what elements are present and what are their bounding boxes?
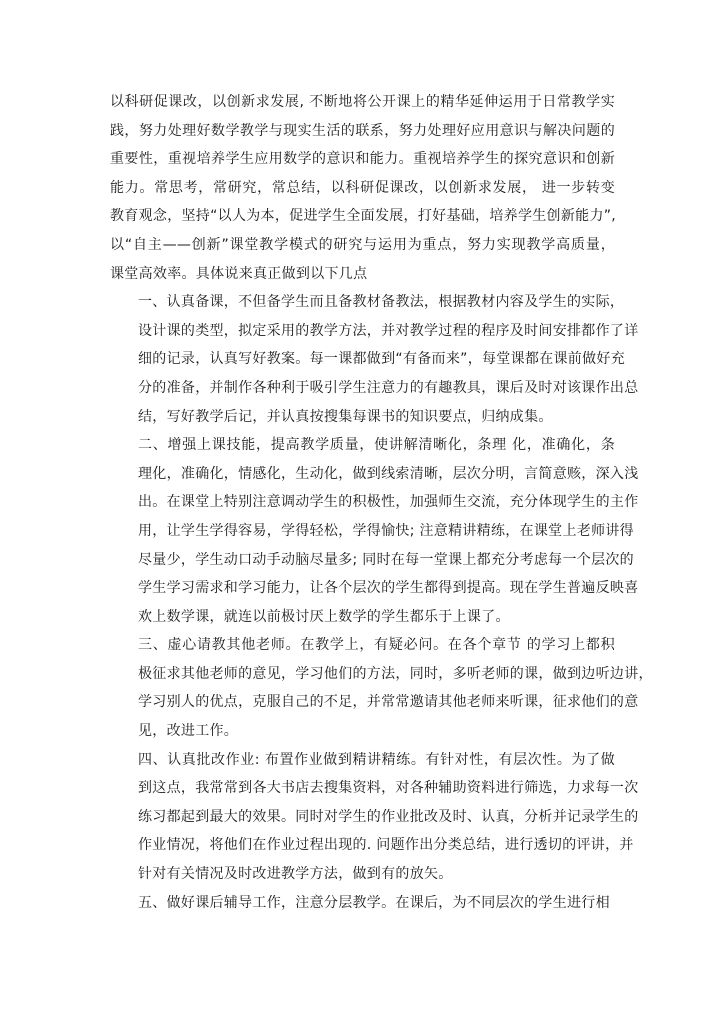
text-line: 作业情况，将他们在作业过程出现的. 问题作出分类总结，进行透切的评讲，并 xyxy=(138,837,634,854)
text-line: 教育观念，坚持“以人为本，促进学生全面发展，打好基础，培养学生创新能力”, xyxy=(110,208,617,225)
text-line: 能力。常思考，常研究，常总结，以科研促课改，以创新求发展， 进一步转变 xyxy=(110,179,615,196)
text-line: 践，努力处理好数学教学与现实生活的联系，努力处理好应用意识与解决问题的 xyxy=(110,122,615,139)
text-line: 五、做好课后辅导工作，注意分层教学。在课后，为不同层次的学生进行相 xyxy=(138,894,610,911)
paragraph xyxy=(110,431,639,631)
text-line: 用，让学生学得容易，学得轻松，学得愉快; 注意精讲精练，在课堂上老师讲得 xyxy=(138,522,634,539)
text-line: 课堂高效率。具体说来真正做到以下几点 xyxy=(110,265,368,282)
text-line: 理化，准确化，情感化，生动化，做到线索清晰，层次分明，言简意赅，深入浅 xyxy=(138,465,639,482)
text-line: 尽量少，学生动口动手动脑尽量多; 同时在每一堂课上都充分考虑每一个层次的 xyxy=(138,551,634,568)
text-line: 以“自主——创新”课堂教学模式的研究与运用为重点，努力实现教学高质量， xyxy=(110,236,615,253)
text-line: 出。在课堂上特别注意调动学生的积极性，加强师生交流，充分体现学生的主作 xyxy=(138,494,639,511)
text-line: 到这点，我常常到各大书店去搜集资料，对各种辅助资料进行筛选，力求每一次 xyxy=(138,780,639,797)
paragraph xyxy=(110,631,653,745)
text-line: 一、认真备课，不但备学生而且备教材备教法，根据教材内容及学生的实际， xyxy=(138,294,625,311)
text-line: 分的准备，并制作各种利于吸引学生注意力的有趣教具，课后及时对该课作出总 xyxy=(138,379,639,396)
text-line: 细的记录，认真写好教案。每一课都做到“有备而来”，每堂课都在课前做好充 xyxy=(138,351,626,368)
text-line: 二、增强上课技能，提高教学质量，使讲解清晰化，条理 化，准确化，条 xyxy=(138,437,615,454)
paragraph xyxy=(110,288,639,431)
paragraph xyxy=(110,889,615,918)
text-line: 见，改进工作。 xyxy=(138,723,239,740)
text-line: 结，写好教学后记，并认真按搜集每课书的知识要点，归纳成集。 xyxy=(138,408,553,425)
paragraph xyxy=(110,746,639,889)
text-line: 三、虚心请教其他老师。在教学上，有疑必问。在各个章节 的学习上都积 xyxy=(138,637,615,654)
text-line: 学生学习需求和学习能力，让各个层次的学生都得到提高。现在学生普遍反映喜 xyxy=(138,580,639,597)
text-line: 欢上数学课，就连以前极讨厌上数学的学生都乐于上课了。 xyxy=(138,608,510,625)
text-line: 练习都起到最大的效果。同时对学生的作业批改及时、认真，分析并记录学生的 xyxy=(138,808,639,825)
document-body xyxy=(110,88,653,917)
text-line: 设计课的类型，拟定采用的教学方法，并对教学过程的程序及时间安排都作了详 xyxy=(138,322,639,339)
text-line: 极征求其他老师的意见，学习他们的方法，同时，多听老师的课，做到边听边讲， xyxy=(138,665,653,682)
text-line: 以科研促课改，以创新求发展, 不断地将公开课上的精华延伸运用于日常教学实 xyxy=(110,94,615,110)
text-line: 重要性，重视培养学生应用数学的意识和能力。重视培养学生的探究意识和创新 xyxy=(110,151,615,168)
text-line: 学习别人的优点，克服自己的不足，并常常邀请其他老师来听课，征求他们的意 xyxy=(138,694,639,711)
paragraph xyxy=(110,88,615,288)
text-line: 四、认真批改作业: 布置作业做到精讲精练。有针对性，有层次性。为了做 xyxy=(138,751,615,768)
text-line: 针对有关情况及时改进教学方法，做到有的放矢。 xyxy=(138,866,453,883)
